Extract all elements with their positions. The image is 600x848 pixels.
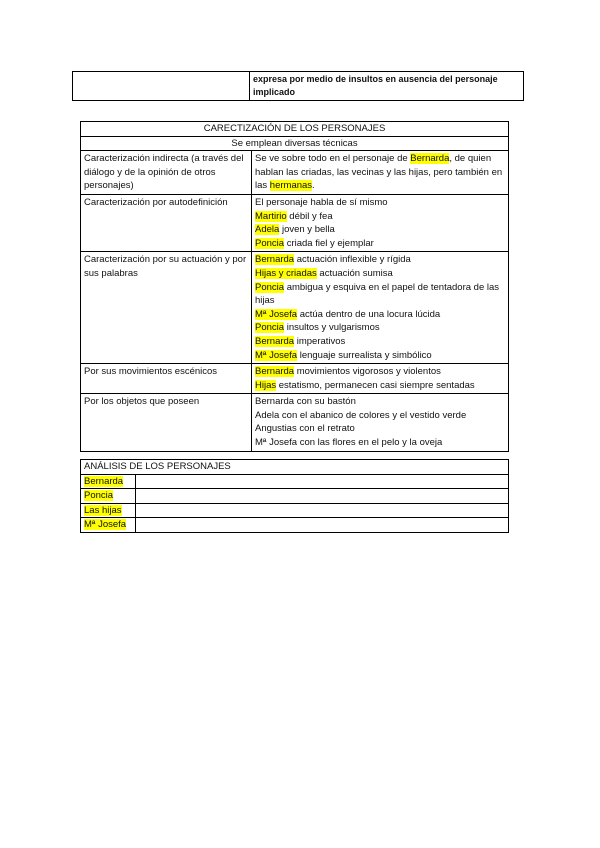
content-line	[255, 379, 505, 393]
content-line	[255, 409, 505, 423]
table-row	[81, 474, 509, 489]
technique-content	[252, 151, 509, 195]
analysis-empty-cell	[136, 474, 509, 489]
character-cell	[81, 518, 136, 533]
table-row	[81, 489, 509, 504]
text-span: actuación sumisa	[316, 267, 393, 279]
content-line	[255, 308, 505, 322]
continuation-table	[72, 71, 524, 101]
text-span: actuación inflexible y rígida	[294, 254, 411, 266]
character-name: Poncia	[255, 237, 285, 249]
character-cell	[81, 503, 136, 518]
character-name: Mª Josefa	[255, 349, 298, 361]
text-span: joven y bella	[279, 224, 335, 236]
text-span: Angustias con el retrato	[255, 423, 355, 435]
analysis-empty-cell	[136, 503, 509, 518]
character-name: Bernarda	[255, 254, 295, 266]
character-name: Bernarda	[255, 366, 295, 378]
text-span: estatismo, permanecen casi siempre sentadas	[276, 379, 475, 391]
analysis-table	[80, 459, 509, 533]
table-row	[81, 151, 509, 195]
table-row	[81, 364, 509, 394]
content-line	[255, 349, 505, 363]
content-line	[255, 253, 505, 267]
content-line	[255, 365, 505, 379]
character-name: Martirio	[255, 210, 287, 222]
table-row	[81, 252, 509, 364]
table-row	[81, 194, 509, 251]
character-name: Hijas y criadas	[255, 267, 317, 279]
characterization-subtitle: Se emplean diversas técnicas	[81, 136, 509, 151]
table-row	[81, 503, 509, 518]
technique-label: Caracterización por su actuación y por sus palabras	[81, 252, 252, 364]
character-name: Bernarda	[84, 475, 124, 487]
technique-content	[252, 394, 509, 451]
continuation-right-cell: expresa por medio de insultos en ausencia del personaje implicado	[250, 72, 524, 101]
character-name: Mª Josefa	[255, 308, 298, 320]
technique-content	[252, 252, 509, 364]
text-span: actúa dentro de una locura lúcida	[297, 308, 441, 320]
text-span: imperativos	[294, 335, 346, 347]
analysis-empty-cell	[136, 489, 509, 504]
character-name: Hijas	[255, 379, 277, 391]
analysis-title: ANÁLISIS DE LOS PERSONAJES	[81, 460, 509, 475]
character-cell	[81, 489, 136, 504]
content-line	[255, 395, 505, 409]
continuation-row	[73, 72, 524, 101]
content-line	[255, 281, 505, 308]
text-span: Bernarda con su bastón	[255, 396, 356, 408]
technique-label: Por los objetos que poseen	[81, 394, 252, 451]
table-row	[81, 518, 509, 533]
character-name: Poncia	[255, 322, 285, 334]
content-line	[255, 267, 505, 281]
text-span: Mª Josefa con las flores en el pelo y la oveja	[255, 437, 443, 449]
text-span: El personaje habla de sí mismo	[255, 196, 388, 208]
text-span: insultos y vulgarismos	[284, 322, 380, 334]
character-name: Poncia	[255, 281, 285, 293]
continuation-left-cell	[73, 72, 250, 101]
content-line	[255, 237, 505, 251]
highlighted-text: hermanas	[269, 180, 313, 192]
text-span: movimientos vigorosos y violentos	[294, 366, 441, 378]
text-span: débil y fea	[286, 210, 333, 222]
text-span: , de quien hablan las criadas, las vecinas y las hijas, pero también en las	[255, 153, 503, 192]
text-span: Se ve sobre todo en el personaje de	[255, 153, 411, 165]
text-span: .	[312, 180, 315, 192]
content-line	[255, 223, 505, 237]
table-row	[81, 394, 509, 451]
content-line	[255, 210, 505, 224]
character-name: Adela	[255, 224, 280, 236]
character-name: Las hijas	[84, 504, 122, 516]
text-span: ambigua y esquiva en el papel de tentadora de las hijas	[255, 281, 500, 307]
characterization-title: CARECTIZACIÓN DE LOS PERSONAJES	[81, 122, 509, 137]
content-line	[255, 321, 505, 335]
content-line	[255, 436, 505, 450]
content-line	[255, 196, 505, 210]
technique-content	[252, 194, 509, 251]
characterization-table	[80, 121, 509, 452]
content-line	[255, 422, 505, 436]
highlighted-text: Bernarda	[410, 153, 450, 165]
analysis-empty-cell	[136, 518, 509, 533]
character-name: Mª Josefa	[84, 519, 127, 530]
text-span: Adela con el abanico de colores y el vestido verde	[255, 409, 467, 421]
character-name: Poncia	[84, 490, 114, 501]
character-name: Bernarda	[255, 335, 295, 347]
content-line	[255, 335, 505, 349]
technique-label: Caracterización por autodefinición	[81, 194, 252, 251]
technique-label: Caracterización indirecta (a través del diálogo y de la opinión de otros personajes)	[81, 151, 252, 195]
text-span: criada fiel y ejemplar	[284, 237, 374, 249]
text-span: lenguaje surrealista y simbólico	[297, 349, 432, 361]
technique-label: Por sus movimientos escénicos	[81, 364, 252, 394]
technique-content	[252, 364, 509, 394]
character-cell	[81, 474, 136, 489]
